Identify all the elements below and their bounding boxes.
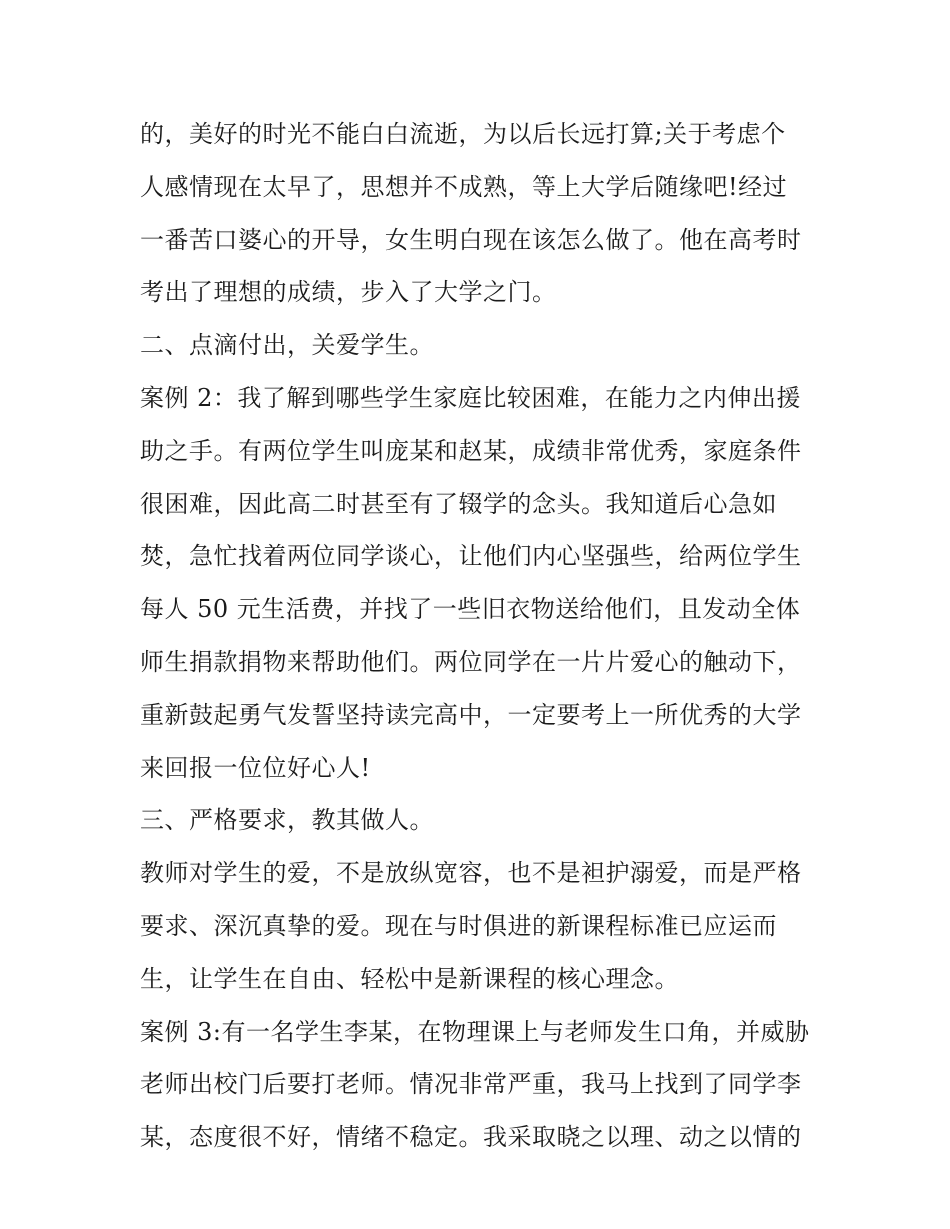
text-line: 师生捐款捐物来帮助他们。两位同学在一片片爱心的触动下，: [140, 647, 802, 676]
text-line: 案例 3:有一名学生李某，在物理课上与老师发生口角，并威胁: [140, 1017, 810, 1046]
text-line: 助之手。有两位学生叫庞某和赵某，成绩非常优秀，家庭条件: [140, 436, 802, 465]
text-line: 教师对学生的爱，不是放纵宽容，也不是袒护溺爱，而是严格: [140, 859, 802, 888]
text-line: 考出了理想的成绩，步入了大学之门。: [140, 278, 557, 307]
text-line: 每人 50 元生活费，并找了一些旧衣物送给他们，且发动全体: [140, 595, 801, 624]
text-line: 老师出校门后要打老师。情况非常严重，我马上找到了同学李: [140, 1070, 802, 1099]
text-line: 一番苦口婆心的开导，女生明白现在该怎么做了。他在高考时: [140, 225, 802, 254]
text-line: 焚，急忙找着两位同学谈心，让他们内心坚强些，给两位学生: [140, 542, 802, 571]
section-heading-2: 二、点滴付出，关爱学生。: [140, 331, 434, 360]
document-body: [140, 108, 812, 1164]
text-line: 来回报一位位好心人!: [140, 753, 371, 782]
section-heading-3: 三、严格要求，教其做人。: [140, 806, 434, 835]
text-line: 生，让学生在自由、轻松中是新课程的核心理念。: [140, 964, 679, 993]
text-line: 重新鼓起勇气发誓坚持读完高中，一定要考上一所优秀的大学: [140, 700, 802, 729]
text-line: 的，美好的时光不能白白流逝，为以后长远打算;关于考虑个: [140, 120, 786, 148]
text-line: 某，态度很不好，情绪不稳定。我采取晓之以理、动之以情的: [140, 1123, 802, 1152]
text-line: 人感情现在太早了，思想并不成熟，等上大学后随缘吧!经过: [140, 172, 788, 201]
text-line: 案例 2：我了解到哪些学生家庭比较困难，在能力之内伸出援: [140, 383, 801, 412]
text-line: 要求、深沉真挚的爱。现在与时俱进的新课程标准已应运而: [140, 911, 777, 940]
text-line: 很困难，因此高二时甚至有了辍学的念头。我知道后心急如: [140, 489, 777, 518]
